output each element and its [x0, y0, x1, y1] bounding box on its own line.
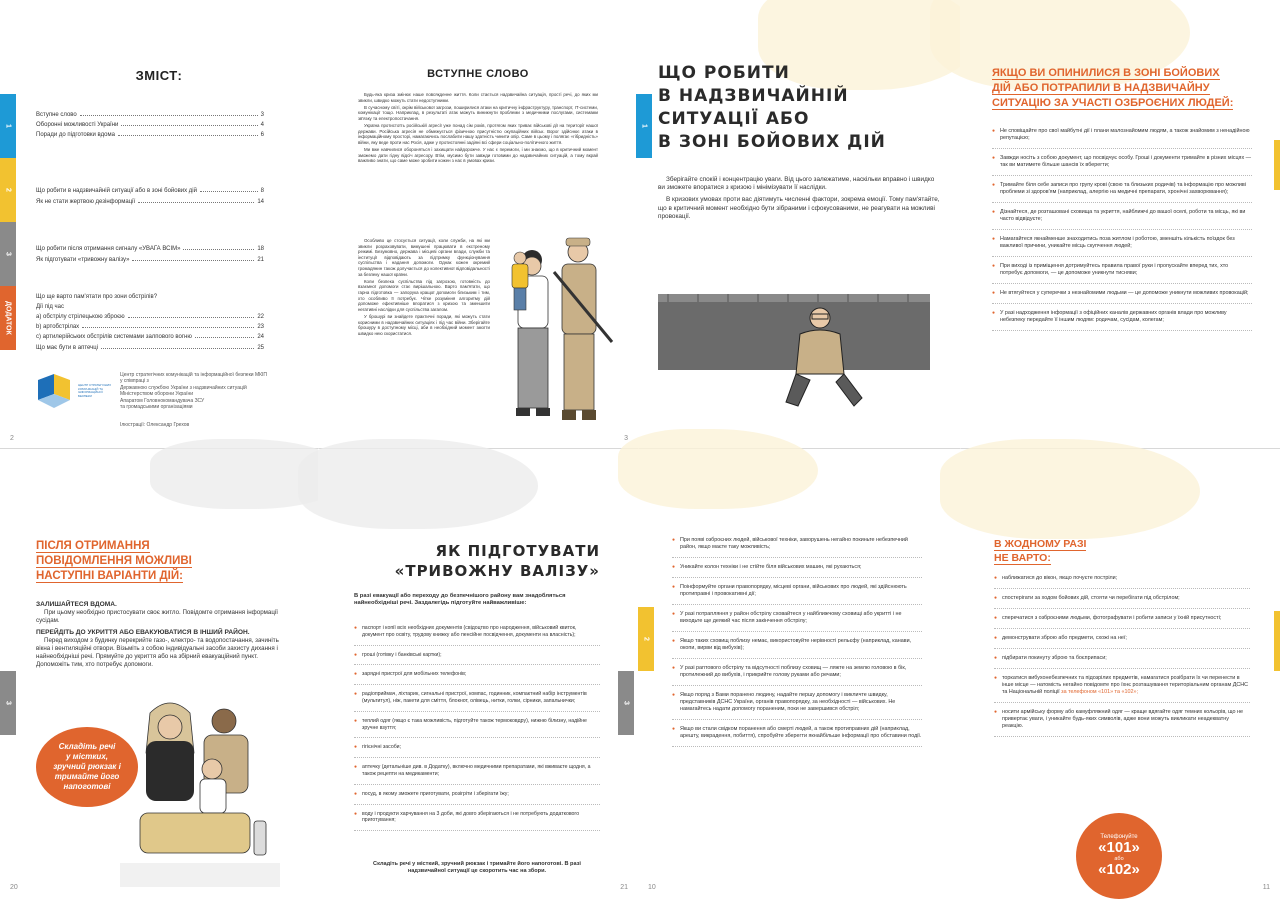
list-item: ● При виході із приміщення дотримуйтесь правила правої руки і пропускайте вперед тих, хто потребує допомоги, — це допоможе уникнути тисняви;: [992, 263, 1252, 284]
intro-title: ВСТУПНЕ СЛОВО: [427, 68, 529, 80]
intro-column: Особливо це стосується ситуації, коли служби, на які ми звикли розраховувати, вимушені працювати в екстреному режимі. Безумовно, держава і місцеві органи влади, служби та інституції відповідають за підтримку функціонування суспільства і надання допомоги. Однак кожен окремий громадянин також долучається до колективної відповідальності за безпеку нашої країни. Коли безпека суспільства під загрозою, готовність до взаємної допомоги стає вирішальною. Варто пам'ятати, що гарна підготовка — запорука кращої допомоги близьким і тим, хто особливо її потребує. Чітке розуміння алгоритму дій допоможе ефективніше впоратися з кризою та зменшити негативні наслідки для суспільства загалом. У брошурі ви знайдете практичні поради, які можуть стати корисними в надзвичайних ситуаціях і під час війни. Зберігайте брошуру в доступному місці, аби в необхідний момент змогти швидко нею скористатися.: [358, 238, 490, 336]
toc-subheading: Дії під час: [36, 304, 64, 310]
list-item: ● аптечку (детальніше див. в Додатку), включно медичними препаратами, які вживаєте щодня, а також рецепти на медикаменти;: [354, 764, 600, 785]
toc-entry[interactable]: b) артобстрілах 23: [36, 324, 264, 330]
list-item: ● Не сповіщайте про свої майбутні дії і плани малознайомим людям, а також знайомим з ненадійною репутацією;: [992, 128, 1252, 149]
list-item: ● наближатися до вікон, якщо почуєте постріли;: [994, 575, 1250, 589]
section-tab-edge: [1274, 140, 1280, 190]
section-tab-1: 1: [0, 94, 16, 158]
page-number: 11: [1262, 884, 1270, 891]
list-item: ● воду і продукти харчування на 3 доби, які довго зберігаються і не потребують додаткового приготування;: [354, 811, 600, 832]
emergency-body: Зберігайте спокій і концентрацію уваги. Від цього залежатиме, наскільки вправно і швидко ви зможете впоратися з кризою і мінімізувати її наслідки. В кризових умовах проти вас діятимуть численні фактори, зокрема емоції. Тому пам'ятайте, що в критичний момент необхідно бути зібраними і сфокусованими, не реагувати на можливі провокації.: [658, 176, 940, 220]
list-item: ● Якщо таких сховищ поблизу немає, використовуйте нерівності рельєфу (наприклад, канави, окопи, вирви від вибухів);: [672, 638, 922, 659]
evacuate-heading: ПЕРЕЙДІТЬ ДО УКРИТТЯ АБО ЕВАКУЮВАТИСЯ В ІНШИЙ РАЙОН.: [36, 629, 250, 636]
list-item: ● Завжди носіть з собою документ, що посвідчує особу. Гроші і документи тримайте в різних місцях — так ви матимете більше шансів їх вберегти;: [992, 155, 1252, 176]
emergency-page: [638, 0, 960, 448]
toc-title: ЗМІСТ:: [135, 68, 183, 83]
section-tab-3: 3: [0, 671, 16, 735]
list-item: ● посуд, в якому зможете приготувати, розігріти і зберігати їжу;: [354, 791, 600, 805]
toc-page: [0, 0, 318, 448]
list-item: ● підбирати покинуту зброю та боєприпаси;: [994, 655, 1250, 669]
after-signal-title: ПІСЛЯ ОТРИМАННЯ ПОВІДОМЛЕННЯ МОЖЛИВІ НАСТУПНІ ВАРІАНТИ ДІЙ:: [36, 540, 192, 582]
page-number: 21: [620, 884, 628, 891]
credit-block: Центр стратегічних комунікацій та інформаційної безпеки МКІП у співпраці з Державною службою України з надзвичайних ситуацій Міністерством оборони України Апаратом Головнокомандувача ЗСУ та громадськими організаціями: [120, 372, 268, 411]
page-number: 3: [624, 435, 628, 442]
logo-text: ЦЕНТР СТРАТЕГІЧНИХ КОМУНІКАЦІЙ ТА ІНФОРМАЦІЙНОЇ БЕЗПЕКИ: [78, 383, 112, 398]
csc-logo: [36, 374, 72, 410]
never-do-title: В ЖОДНОМУ РАЗІ НЕ ВАРТО:: [994, 538, 1087, 564]
list-item: ● гігієнічні засоби;: [354, 744, 600, 758]
list-item: ● торкатися вибухонебезпечних та підозрілих предметів, намагатися розібрати їх чи перенести в інше місце — натомість негайно повідомте про їхнє розташування територіальним органам ДСНС та Національній поліції за телефоном «101» та «102»;: [994, 675, 1250, 703]
family-packing-illustration: [120, 693, 290, 889]
list-item: ● радіоприймач, ліхтарик, сигнальні пристрої, компас, годинник, компактний набір інструментів (мультитул), ніж, пакети для сміття, блокнот, олівець, нитки, голки, сірники, запальнички;: [354, 691, 600, 712]
stay-home-heading: ЗАЛИШАЙТЕСЯ ВДОМА.: [36, 601, 117, 608]
toc-entry[interactable]: Вступне слово 3: [36, 112, 264, 118]
emergency-title: ЩО РОБИТИ В НАДЗВИЧАЙНІЙ СИТУАЦІЇ АБО В ЗОНІ БОЙОВИХ ДІЙ: [658, 63, 886, 152]
list-item: ● Не втягуйтеся у суперечки з незнайомими людьми — це допоможе уникнути можливих провокацій;: [992, 290, 1252, 304]
section-tab-2: 2: [638, 607, 654, 671]
toc-entry[interactable]: Як підготувати «тривожну валізу» 21: [36, 257, 264, 263]
phone-callout: Телефонуйте «101» або «102»: [1076, 813, 1162, 899]
soldier-family-illustration: [494, 232, 620, 438]
section-tab-2: 2: [0, 158, 16, 222]
list-item: ● Якщо поряд з Вами поранено людину, надайте першу допомогу і викличте швидку, представників ДСНС України, органів правопорядку, за необхідності — військових. Не намагайтесь надати допомогу пораненим, поки не завершився обстріл;: [672, 692, 922, 720]
section-tab-3: 3: [0, 222, 16, 286]
armed-zone-list: [992, 128, 1252, 337]
list-item: ● Дізнайтеся, де розташовані сховища та укриття, найближчі до вашої оселі, роботи та місць, які ви часто відвідуєте;: [992, 209, 1252, 230]
list-item: ● Уникайте колон техніки і не стійте біля військових машин, які рухаються;: [672, 564, 922, 578]
intro-page: [318, 0, 638, 448]
page-number: 10: [648, 884, 656, 891]
man-by-wall-illustration: [658, 290, 930, 422]
list-item: ● У разі потрапляння у район обстрілу сховайтеся у найближчому сховищі або укритті і не виходьте ще деякий час після закінчення обстрілу;: [672, 611, 922, 632]
list-item: ● Поінформуйте органи правопорядку, місцеві органи, військових про людей, які здійснюють протиправні і провокативні дії;: [672, 584, 922, 605]
armed-zone-list-continued: [672, 537, 922, 753]
toc-entry[interactable]: Що має бути в аптечці 25: [36, 345, 264, 351]
after-signal-body: ЗАЛИШАЙТЕСЯ ВДОМА. При цьому необхідно пристосувати своє житло. Повідомте отримання інформації сусідам. ПЕРЕЙДІТЬ ДО УКРИТТЯ АБО ЕВАКУЮВАТИСЯ В ІНШИЙ РАЙОН. Перед виходом з будинку перекрийте газо-, електро- та водопостачання, зачиніть вікна і вентиляційні отвори. Візьміть з собою індивідуальні засоби захисту дихання і найнеобхідніші речі. Прямуйте до укриття або на збірний евакуаційний пункт. Допоможіть тим, хто потребує допомоги.: [36, 601, 284, 673]
intro-body: Будь-яка криза змінює наше повсякденне життя. Коли стається надзвичайна ситуація, прості речі, до яких ми звикли, швидко можуть стати недоступними. В сучасному світі, окрім військової загрози, поширилися атаки на критичну інфраструктуру, транспорт, ІТ-системи, комунікації тощо. Наприклад, в результаті атак можуть виникнути проблеми з медичними послугами, системами зв'язку та електропостачання. Україна протистоїть російській агресії уже понад сім років, протягом яких триває військові дії на території нашої держави. Російська агресія не обмежується фізичною присутністю окупаційних військ. Ворог здійснює атаки в інформаційному просторі, намагаючись послабити нашу здатність чинити опір. Саме в цьому і полягає «гібридність» війни, яку веде проти нас Росія, адже у протистоянні задіяні всі сфери соціально-політичного життя. Ми вже навчилися обороняться і захищати найдорожче. У нас є перемоги, і ми знаємо, що в критичний момент зможемо дати гідну відсіч агресору. Втім, мусимо бути завжди готовими до надзвичайних ситуацій, а тому вкрай важливо знати, що саме може зробити кожен з нас в умовах кризи.: [358, 92, 598, 164]
section-tab-1: 1: [636, 94, 652, 158]
armed-zone-title: ЯКЩО ВИ ОПИНИЛИСЯ В ЗОНІ БОЙОВИХ ДІЙ АБО ПОТРАПИЛИ В НАДЗВИЧАЙНУ СИТУАЦІЮ ЗА УЧАСТІ ОЗБРОЄНИХ ЛЮДЕЙ:: [992, 67, 1234, 109]
toc-entry[interactable]: Поради до підготовки вдома 6: [36, 132, 264, 138]
list-item: ● При появі озброєних людей, військової техніки, заворушень негайно покиньте небезпечний район, якщо маєте таку можливість;: [672, 537, 922, 558]
toc-entry[interactable]: Що робити в надзвичайній ситуації або в зоні бойових дій 8: [36, 188, 264, 194]
page-number: 20: [10, 884, 18, 891]
list-item: ● Тримайте біля себе записи про групу крові (свою та близьких родичів) та інформацію про можливі проблеми зі здоров'ям (наприклад, алергію на медичні препарати, хронічні захворювання);: [992, 182, 1252, 203]
emergency-bag-outro: Складіть речі у місткий, зручний рюкзак і тримайте його напоготові. В разі надзвичайної ситуації це скоротить час на збори.: [373, 861, 581, 874]
list-item: ● теплий одяг (якщо є така можливість, підготуйте також термоковдру), нижню білизну, надійне зручне взуття;: [354, 718, 600, 739]
phone-hint: за телефоном «101» та «102»;: [1061, 689, 1138, 695]
emergency-bag-title: ЯК ПІДГОТУВАТИ «ТРИВОЖНУ ВАЛІЗУ»: [394, 542, 600, 580]
section-tab-edge: [1274, 611, 1280, 671]
list-item: ● сперечатися з озброєними людьми, фотографувати і робити записи у їхній присутності;: [994, 615, 1250, 629]
list-item: ● демонструвати зброю або предмети, схожі на неї;: [994, 635, 1250, 649]
toc-entry[interactable]: Що робити після отримання сигналу «УВАГА ВСІМ» 18: [36, 246, 264, 252]
never-do-list: [994, 575, 1250, 743]
illustrator-credit: Ілюстрації: Олександр Грехов: [120, 422, 190, 428]
backpack-callout: Складіть речі у містких, зручний рюкзак і тримайте його напоготові: [36, 727, 138, 807]
emergency-bag-list: [354, 625, 600, 837]
list-item: ● паспорт і копії всіх необхідних документів (свідоцтво про народження, військовий квиток, документ про освіту, трудову книжку або пенсійне посвідчення, документи на власність);: [354, 625, 600, 646]
emergency-bag-intro: В разі евакуації або переходу до безпечнішого району вам знадобляться найнеобхідніші речі. Заздалегідь підготуйте найважливіше:: [354, 593, 566, 607]
page-number: 2: [10, 435, 14, 442]
toc-entry[interactable]: Як не стати жертвою дезінформації 14: [36, 199, 264, 205]
never-do-page: [960, 449, 1280, 897]
list-item: ● зарядні пристрої для мобільних телефонів;: [354, 671, 600, 685]
list-item: ● Якщо ви стали свідком поранення або смерті людей, а також протиправних дій (наприклад, арешту, викрадення, побиття), спробуйте зберегти якнайбільше інформації про обставини події.: [672, 726, 922, 747]
list-item: ● У разі надходження інформації з офіційних каналів державних органів влади про можливу небезпеку передайте її іншим людям: родичам, сусідам, колегам;: [992, 310, 1252, 331]
list-item: ● Намагайтеся якнайменше знаходитись поза житлом і роботою, зменшіть кількість поїздок без важливої причини, уникайте місць скупчення людей;: [992, 236, 1252, 257]
list-item: ● гроші (готівку і банківські картки);: [354, 652, 600, 666]
list-item: ● носити армійську форму або камуфляжний одяг — краще вдягайте одяг темних кольорів, що не привертає уваги, і уникайте будь-яких символів, адже вони можуть викликати неадекватну реакцію.: [994, 709, 1250, 737]
emergency-bag-page: [318, 449, 638, 897]
list-item: ● спостерігати за ходом бойових дій, стояти чи перебігати під обстрілом;: [994, 595, 1250, 609]
armed-zone-page: [960, 0, 1280, 448]
toc-question: Що ще варто пам'ятати про зони обстрілів?: [36, 294, 158, 300]
section-tab-appendix: ДОДАТОК: [0, 286, 16, 350]
toc-entry[interactable]: с) артилерійських обстрілів системами залпового вогню 24: [36, 334, 264, 340]
list-item: ● У разі раптового обстрілу та відсутності поблизу сховищ — ляжте на землю головою в бік, протилежний до вибухів, і прикрийте голову руками або речами;: [672, 665, 922, 686]
section-tab-3: 3: [618, 671, 634, 735]
toc-entry[interactable]: а) обстрілу стрілецькою зброєю 22: [36, 314, 264, 320]
toc-entry[interactable]: Оборонні можливості України 4: [36, 122, 264, 128]
after-signal-page: [0, 449, 318, 897]
